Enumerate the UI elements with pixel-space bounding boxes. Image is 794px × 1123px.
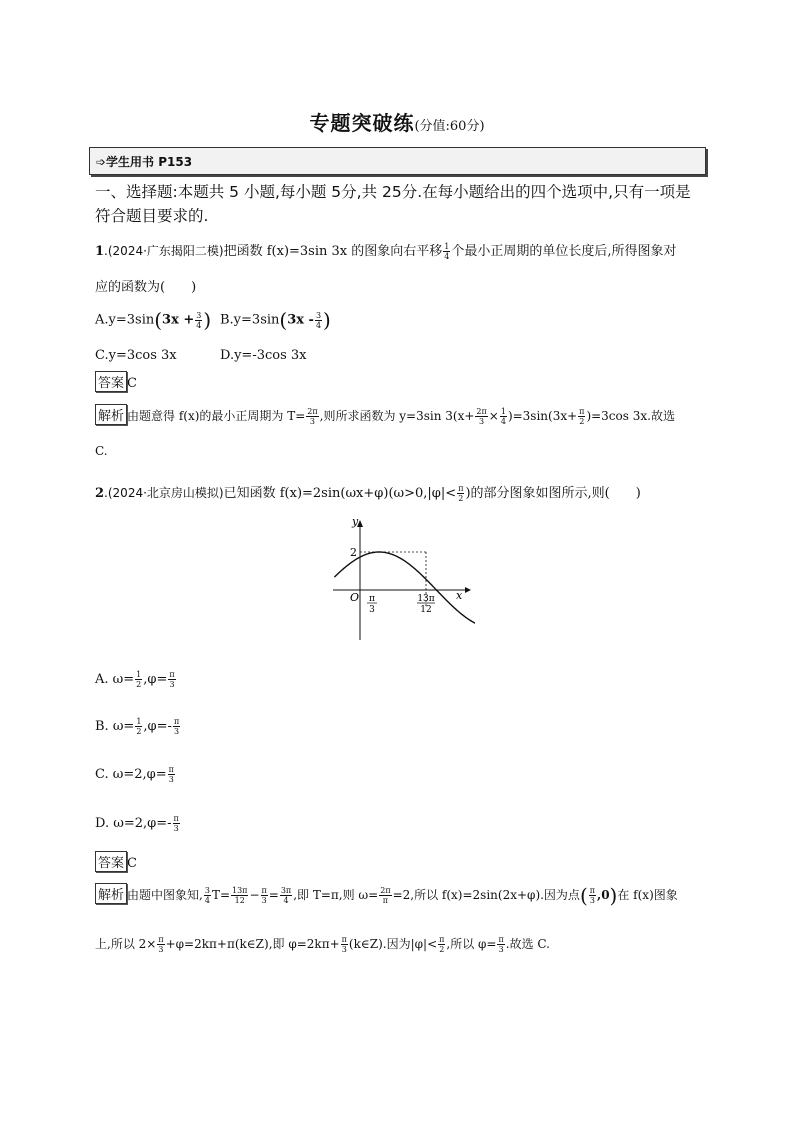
book-reference-bar: [89, 147, 706, 175]
q2-analysis-line1: 解析 由题中图象知, $\frac{3}{4}$ T= $\frac{13\pi}{12}$ − $\frac{\pi}{3}$ = $\frac{3\pi}{4}$ ,即 T=π,则 ω= $\frac{2\pi}{\pi}$ =2,所以 f(x)=2sin(2x+φ).因为点( $\frac{\pi}{3}$ ,0)在 f(x)图象: [95, 883, 678, 908]
q2-option-a[interactable]: A. ω= $\frac{1}{2}$ ,φ= $\frac{\pi}{3}$: [95, 670, 175, 689]
q1-stem-fraction: $\frac{1}{4}$: [444, 242, 450, 261]
q1-stem-b: 个最小正周期的单位长度后,所得图象对: [451, 244, 677, 259]
q2-answer: [95, 851, 137, 872]
q1-analysis-tag: 解析: [95, 404, 127, 425]
q1-source: .(2024·广东揭阳二模): [104, 244, 224, 258]
x-tick2-denominator: 12: [420, 605, 432, 615]
q1-option-b[interactable]: B.y=3sin(3x - $\frac{3}{4}$ ): [220, 308, 331, 332]
x-tick1-numerator: π: [369, 594, 375, 604]
q2-option-b[interactable]: B. ω= $\frac{1}{2}$ ,φ=- $\frac{\pi}{3}$: [95, 717, 180, 736]
q2-option-c[interactable]: C. ω=2,φ= $\frac{\pi}{3}$: [95, 765, 174, 784]
q2-source: .(2024·北京房山模拟): [104, 486, 224, 500]
q1-option-a[interactable]: A.y=3sin(3x + $\frac{3}{4}$ ): [95, 308, 212, 332]
score-note: (分值:60分): [414, 119, 485, 134]
q1-stem-line1: [95, 240, 676, 261]
book-reference-label: ➩学生用书 P153: [96, 155, 193, 169]
q2-analysis-line2: 上,所以 2× $\frac{\pi}{3}$ +φ=2kπ+π(k∈Z),即 φ=2kπ+ $\frac{\pi}{3}$ (k∈Z).因为|φ|< $\frac{\pi}{2}$ ,所以 φ= $\frac{\pi}{3}$ .故选 C.: [95, 935, 550, 954]
page-title-block: [0, 107, 794, 136]
section-heading: 一、选择题:本题共 5 小题,每小题 5分,共 25分.在每小题给出的四个选项中,只有一项是符合题目要求的.: [95, 183, 691, 225]
q2-function-graph: [325, 515, 475, 645]
q1-answer: [95, 371, 137, 392]
q2-option-d[interactable]: D. ω=2,φ=- $\frac{\pi}{3}$: [95, 814, 179, 833]
q1-stem-c: 应的函数为( ): [95, 280, 197, 295]
x-axis-label: x: [456, 589, 463, 602]
q1-stem-a: 把函数 f(x)=3sin 3x 的图象向右平移: [223, 244, 443, 259]
x-tick1-denominator: 3: [369, 605, 375, 615]
page-title: 专题突破练: [309, 111, 415, 135]
q1-option-d[interactable]: D.y=-3cos 3x: [220, 348, 307, 363]
y-tick-label: 2: [350, 546, 357, 559]
q1-answer-value: C: [127, 376, 137, 391]
q2-answer-tag: 答案: [95, 851, 127, 872]
q1-answer-tag: 答案: [95, 371, 127, 392]
q2-number: 2: [95, 486, 105, 501]
x-tick2-numerator: 13π: [417, 594, 435, 604]
origin-label: O: [350, 591, 360, 604]
q1-analysis-end: C.: [95, 444, 108, 458]
q1-option-c[interactable]: C.y=3cos 3x: [95, 348, 177, 363]
q2-stem: 2.(2024·北京房山模拟)已知函数 f(x)=2sin(ωx+φ)(ω>0,|φ|< $\frac{\pi}{2}$ )的部分图象如图所示,则( ): [95, 484, 641, 503]
x-axis-arrow: [465, 587, 471, 593]
q1-analysis: 解析 由题意得 f(x)的最小正周期为 T= $\frac{2\pi}{3}$ ,则所求函数为 y=3sin 3(x+ $\frac{2\pi}{3}$ × $\frac{1}{4}$ )=3sin(3x+ $\frac{\pi}{2}$ )=3cos 3x.故选: [95, 404, 675, 426]
sine-curve: [334, 552, 475, 624]
q2-analysis-tag: 解析: [95, 883, 127, 904]
q1-number: 1: [95, 244, 105, 259]
q2-answer-value: C: [127, 856, 137, 871]
y-axis-label: y: [352, 515, 359, 528]
